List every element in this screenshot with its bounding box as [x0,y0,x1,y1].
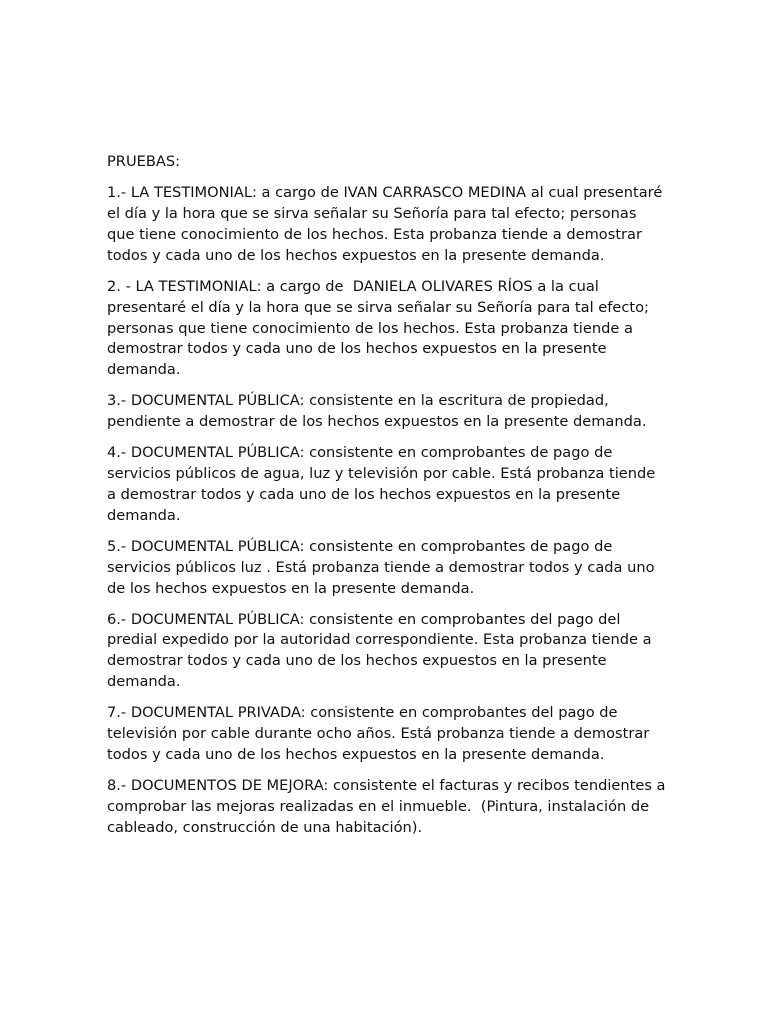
evidence-item-2: 2. - LA TESTIMONIAL: a cargo de DANIELA OLIVARES RÍOS a la cual presentaré el día y la hora que se sirva señalar su Señoría para tal efecto; personas que tiene conocimiento de los hechos. Esta probanza tiende a demostrar todos y cada uno de los hechos expuestos en la presente demanda. [107,277,654,379]
evidence-item-8: 8.- DOCUMENTOS DE MEJORA: consistente el facturas y recibos tendientes a comprobar las mejoras realizadas en el inmueble. (Pintura, instalación de cableado, construcción de una habitación). [107,777,671,836]
evidence-item-1: 1.- LA TESTIMONIAL: a cargo de IVAN CARRASCO MEDINA al cual presentaré el día y la hora que se sirva señalar su Señoría para tal efecto; personas que tiene conocimiento de los hechos. Esta probanza tiende a demostrar todos y cada uno de los hechos expuestos en la presente demanda. [107,184,667,264]
evidence-item-7: 7.- DOCUMENTAL PRIVADA: consistente en comprobantes del pago de televisión por cable durante ocho años. Está probanza tiende a demostrar todos y cada uno de los hechos expuestos en la presente demanda. [107,704,654,763]
evidence-item-4: 4.- DOCUMENTAL PÚBLICA: consistente en comprobantes de pago de servicios públicos de agua, luz y televisión por cable. Está probanza tiende a demostrar todos y cada uno de los hechos expuestos en la presente demanda. [107,444,660,524]
evidence-item-5: 5.- DOCUMENTAL PÚBLICA: consistente en comprobantes de pago de servicios públicos luz . Está probanza tiende a demostrar todos y cada uno de los hechos expuestos en la presente demanda. [107,537,660,597]
section-heading: PRUEBAS: [107,153,181,170]
evidence-item-3: 3.- DOCUMENTAL PÚBLICA: consistente en la escritura de propiedad, pendiente a demostrar de los hechos expuestos en la presente demanda. [107,392,647,431]
evidence-item-6: 6.- DOCUMENTAL PÚBLICA: consistente en comprobantes del pago del predial expedido por la autoridad correspondiente. Esta probanza tiende a demostrar todos y cada uno de los hechos expuestos en la presente demanda. [107,610,657,691]
document-page [107,152,671,849]
